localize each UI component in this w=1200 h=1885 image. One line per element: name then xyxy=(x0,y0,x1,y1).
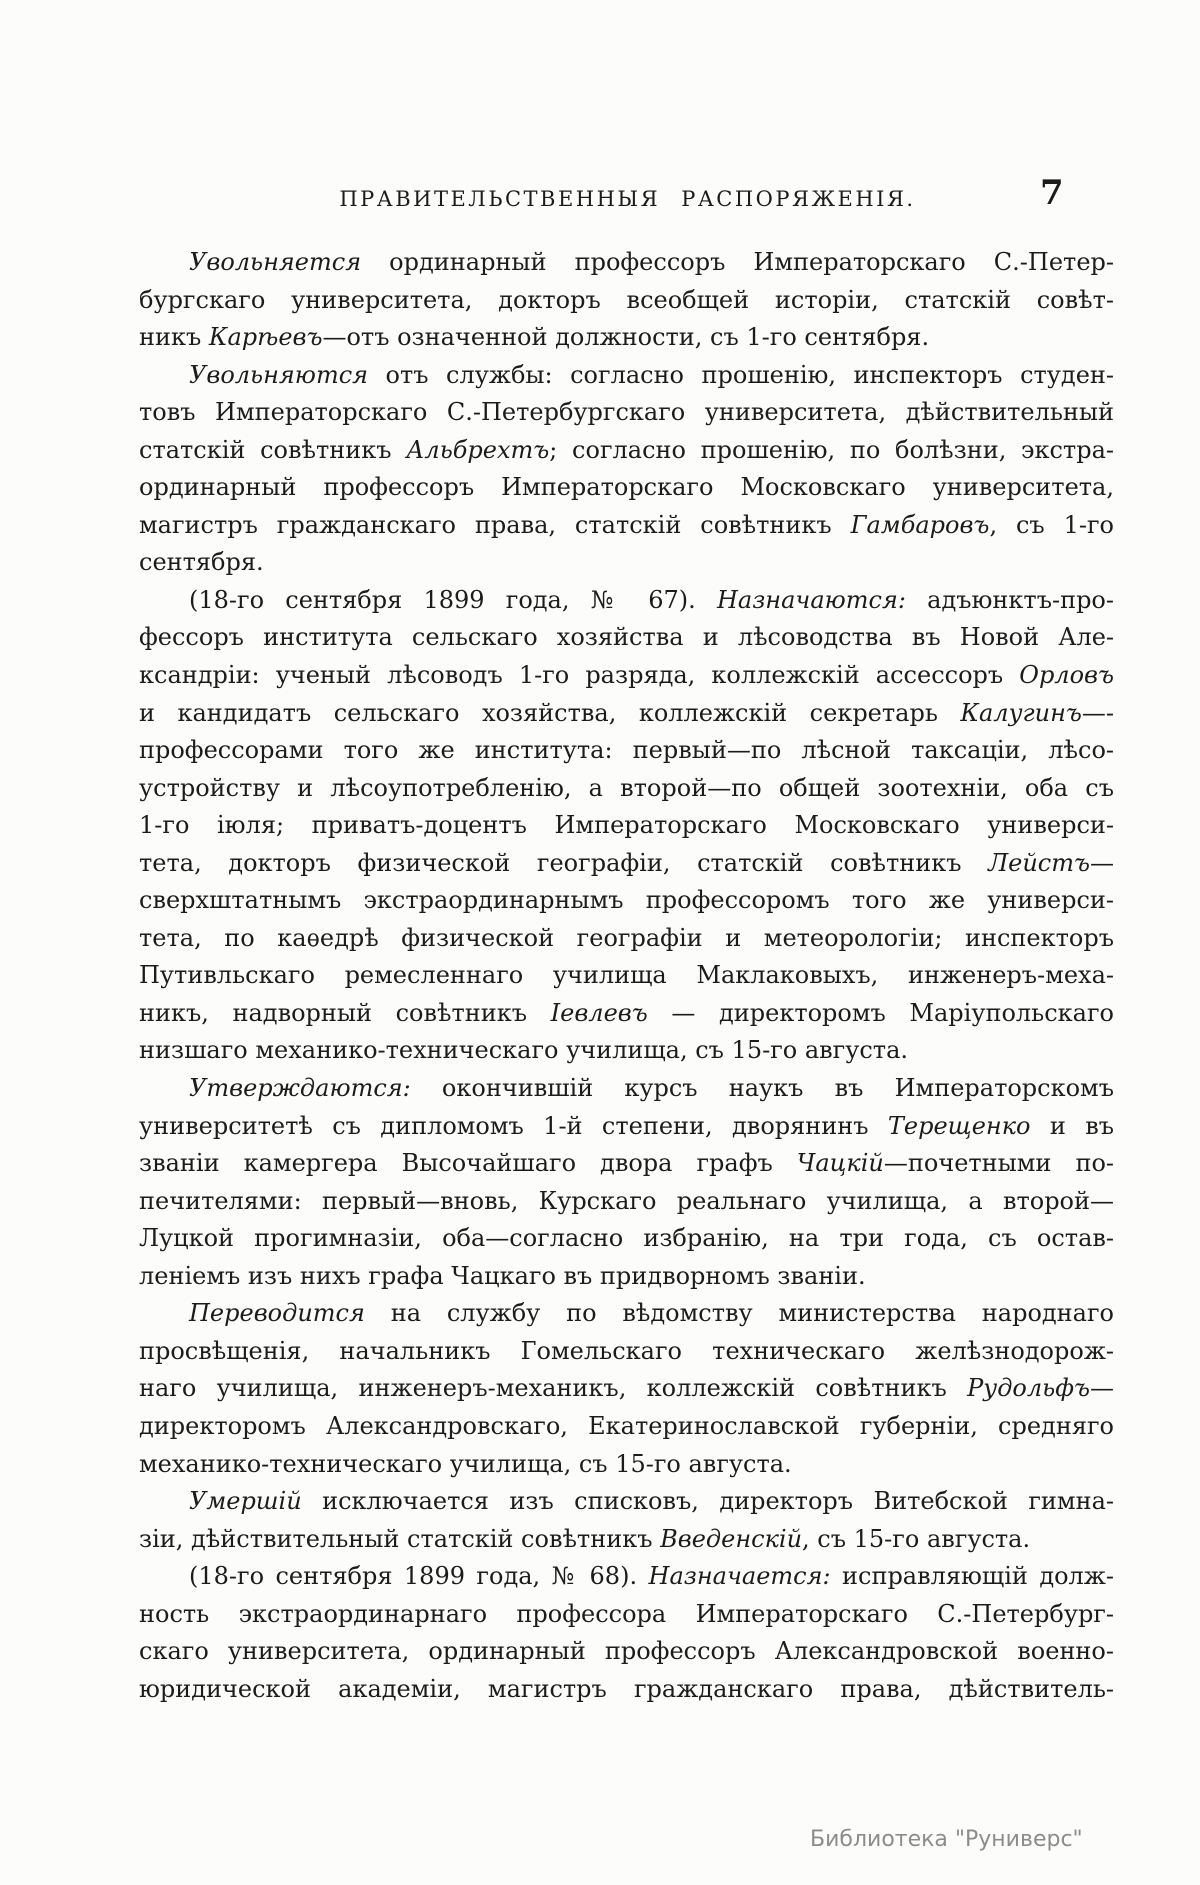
italic-text-segment: Орловъ xyxy=(1019,661,1114,690)
text-segment: леніемъ изъ нихъ графа Чацкаго въ придворномъ званіи. xyxy=(139,1261,866,1290)
text-segment: —отъ означенной должности, съ 1-го сентября. xyxy=(322,323,930,352)
text-line xyxy=(139,1032,1114,1070)
text-line xyxy=(139,544,1114,582)
text-segment: окончившій курсъ наукъ въ Императорскомъ xyxy=(410,1074,1114,1103)
italic-text-segment: Іевлевъ xyxy=(550,998,648,1027)
text-line xyxy=(139,507,1114,545)
text-line xyxy=(139,244,1114,282)
text-segment: наго училища, инженеръ-механикъ, коллежскій совѣтникъ xyxy=(139,1374,968,1403)
text-segment: ординарный профессоръ Императорскаго С.-Петер- xyxy=(361,248,1114,276)
text-line xyxy=(139,1521,1114,1559)
text-line xyxy=(139,1483,1114,1521)
text-segment: и въ xyxy=(1030,1111,1114,1140)
italic-text-segment: Умершій xyxy=(189,1487,302,1516)
text-line xyxy=(139,657,1114,695)
text-line xyxy=(139,1108,1114,1146)
paragraph xyxy=(139,244,1114,357)
text-line xyxy=(139,619,1114,657)
italic-text-segment: Утверждаются: xyxy=(189,1074,411,1103)
italic-text-segment: Терещенко xyxy=(887,1111,1031,1140)
paragraph xyxy=(139,1558,1114,1708)
text-segment: , съ 15-го августа. xyxy=(802,1524,1031,1553)
text-segment: 1-го іюля; приватъ-доцентъ Императорскаго Московскаго универси- xyxy=(139,811,1114,840)
text-segment: сентября. xyxy=(139,548,264,577)
text-segment: скаго университета, ординарный профессоръ Александровской военно- xyxy=(139,1637,1114,1666)
text-segment: адъюнктъ-про- xyxy=(905,585,1114,614)
text-line xyxy=(139,1333,1114,1371)
italic-text-segment: Лейстъ xyxy=(988,848,1090,877)
italic-text-segment: Калугинъ xyxy=(960,698,1082,727)
text-line xyxy=(139,1671,1114,1709)
text-line xyxy=(139,319,1114,357)
text-segment: — xyxy=(1090,1374,1114,1403)
text-segment: — xyxy=(1090,848,1114,877)
text-line xyxy=(139,995,1114,1033)
text-segment: сверхштатнымъ экстраординарнымъ профессоромъ того же универси- xyxy=(139,886,1114,915)
text-line xyxy=(139,582,1114,620)
text-segment: на службу по вѣдомству министерства народнаго xyxy=(364,1299,1114,1328)
text-line xyxy=(139,357,1114,395)
text-segment: тета, по каѳедрѣ физической географіи и метеорологіи; инспекторъ xyxy=(139,923,1114,952)
text-body xyxy=(139,244,1114,1708)
text-segment: статскій совѣтникъ xyxy=(139,435,407,464)
text-segment: устройству и лѣсоупотребленію, а второй—по общей зоотехніи, оба съ xyxy=(139,773,1114,802)
italic-text-segment: Назначается: xyxy=(648,1562,831,1591)
text-segment: (18-го сентября 1899 года, № 68). xyxy=(189,1562,649,1591)
italic-text-segment: Переводится xyxy=(189,1299,365,1328)
text-segment: никъ xyxy=(139,323,209,352)
text-segment: бургскаго университета, докторъ всеобщей исторіи, статскій совѣт- xyxy=(139,285,1114,314)
text-line xyxy=(139,1558,1114,1596)
italic-text-segment: Введенскій xyxy=(660,1524,803,1553)
text-segment: товъ Императорскаго С.-Петербургскаго университета, дѣйствительный xyxy=(139,398,1114,427)
paragraph xyxy=(139,1070,1114,1295)
page-title: ПРАВИТЕЛЬСТВЕННЫЯ РАСПОРЯЖЕНІЯ. xyxy=(339,187,916,211)
text-line xyxy=(139,1183,1114,1221)
page-number: 7 xyxy=(1040,173,1064,213)
text-line xyxy=(139,845,1114,883)
italic-text-segment: Карѣевъ xyxy=(208,323,323,352)
text-line xyxy=(139,1145,1114,1183)
text-segment: фессоръ института сельскаго хозяйства и лѣсоводства въ Новой Але- xyxy=(139,623,1114,652)
text-line xyxy=(139,1070,1114,1108)
paragraph xyxy=(139,357,1114,582)
italic-text-segment: Альбрехтъ xyxy=(406,435,550,464)
text-segment: университетѣ съ дипломомъ 1-й степени, дворянинъ xyxy=(139,1111,888,1140)
paragraph xyxy=(139,1483,1114,1558)
text-segment: Путивльскаго ремесленнаго училища Маклаковыхъ, инженеръ-меха- xyxy=(139,961,1114,990)
text-line xyxy=(139,1295,1114,1333)
paragraph xyxy=(139,1295,1114,1483)
paragraph xyxy=(139,582,1114,1070)
text-segment: отъ службы: согласно прошенію, инспекторъ студен- xyxy=(368,360,1114,389)
text-line xyxy=(139,1446,1114,1484)
text-segment: зіи, дѣйствительный статскій совѣтникъ xyxy=(139,1524,661,1553)
text-segment: (18-го сентября 1899 года, № 67). xyxy=(189,585,717,614)
text-line xyxy=(139,1220,1114,1258)
text-segment: званіи камергера Высочайшаго двора графъ xyxy=(139,1149,797,1178)
text-line xyxy=(139,432,1114,470)
italic-text-segment: Увольняется xyxy=(189,248,362,276)
text-line xyxy=(139,1258,1114,1296)
text-segment: ординарный профессоръ Императорскаго Московскаго университета, xyxy=(139,473,1114,502)
text-line xyxy=(139,770,1114,808)
text-line xyxy=(139,920,1114,958)
text-segment: ность экстраординарнаго профессора Императорскаго С.-Петербург- xyxy=(139,1599,1114,1628)
italic-text-segment: Гамбаровъ xyxy=(850,510,990,539)
text-segment: профессорами того же института: первый—по лѣсной таксаціи, лѣсо- xyxy=(139,736,1114,765)
text-segment: — директоромъ Маріупольскаго xyxy=(647,998,1114,1027)
text-line xyxy=(139,394,1114,432)
text-segment: директоромъ Александровскаго, Екатеринославской губерніи, средняго xyxy=(139,1411,1114,1440)
text-segment: ; согласно прошенію, по болѣзни, экстра- xyxy=(549,435,1114,464)
italic-text-segment: Увольняются xyxy=(189,360,369,389)
text-line xyxy=(139,695,1114,733)
text-segment: —почетными по- xyxy=(883,1149,1114,1178)
text-segment: механико-техническаго училища, съ 15-го августа. xyxy=(139,1449,792,1478)
text-segment: Луцкой прогимназіи, оба—согласно избранію, на три года, съ остав- xyxy=(139,1224,1114,1253)
text-line xyxy=(139,1370,1114,1408)
text-segment: магистръ гражданскаго права, статскій совѣтникъ xyxy=(139,510,851,539)
text-segment: —- xyxy=(1081,698,1114,727)
text-line xyxy=(139,807,1114,845)
text-segment: тета, докторъ физической географіи, статскій совѣтникъ xyxy=(139,848,989,877)
text-segment: низшаго механико-техническаго училища, съ 15-го августа. xyxy=(139,1036,909,1065)
italic-text-segment: Рудольфъ xyxy=(967,1374,1090,1403)
text-line xyxy=(139,732,1114,770)
italic-text-segment: Чацкій xyxy=(796,1149,884,1178)
text-segment: исправляющій долж- xyxy=(830,1562,1114,1591)
text-segment: , съ 1-го xyxy=(989,510,1115,539)
text-line xyxy=(139,1633,1114,1671)
italic-text-segment: Назначаются: xyxy=(716,585,906,614)
text-segment: ксандріи: ученый лѣсоводъ 1-го разряда, коллежскій ассессоръ xyxy=(139,661,1020,690)
text-line xyxy=(139,882,1114,920)
watermark: Библиотека "Руниверс" xyxy=(810,1827,1083,1852)
text-segment: просвѣщенія, начальникъ Гомельскаго техническаго желѣзнодорож- xyxy=(139,1336,1114,1365)
text-segment: юридической академіи, магистръ гражданскаго права, дѣйствитель- xyxy=(139,1674,1114,1703)
text-line xyxy=(139,957,1114,995)
text-line xyxy=(139,469,1114,507)
text-segment: печителями: первый—вновь, Курскаго реальнаго училища, а второй— xyxy=(139,1186,1114,1215)
text-segment: и кандидатъ сельскаго хозяйства, коллежскій секретарь xyxy=(139,698,961,727)
text-line xyxy=(139,1596,1114,1634)
text-segment: никъ, надворный совѣтникъ xyxy=(139,998,551,1027)
text-line xyxy=(139,282,1114,320)
text-segment: исключается изъ списковъ, директоръ Витебской гимна- xyxy=(301,1487,1114,1516)
text-line xyxy=(139,1408,1114,1446)
